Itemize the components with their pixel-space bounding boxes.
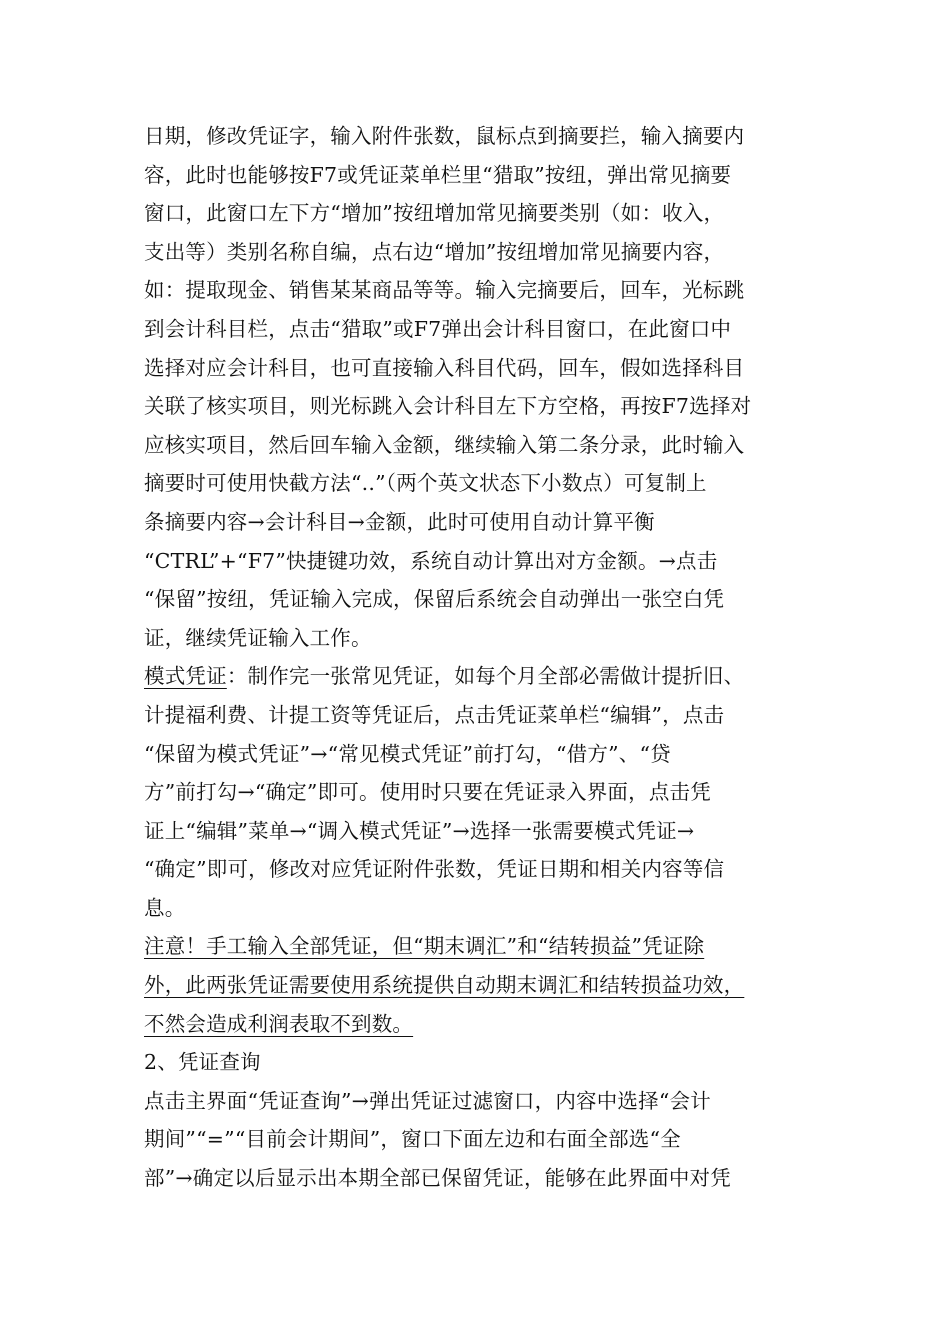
paragraph-line: 方”前打勾→“确定”即可。使用时只要在凭证录入界面，点击凭 [144, 780, 711, 805]
paragraph-line: 窗口，此窗口左下方“增加”按纽增加常见摘要类别（如：收入， [144, 201, 725, 226]
template-voucher-label: 模式凭证 [144, 664, 227, 689]
paragraph-line: 选择对应会计科目，也可直接输入科目代码，回车，假如选择科目 [144, 355, 745, 380]
section-heading: 2、凭证查询 [144, 1050, 261, 1075]
paragraph-line: “确定”即可，修改对应凭证附件张数，凭证日期和相关内容等信 [144, 857, 725, 882]
paragraph-line: “保留”按纽，凭证输入完成，保留后系统会自动弹出一张空白凭 [144, 587, 725, 612]
paragraph-line: 应核实项目，然后回车输入金额，继续输入第二条分录，此时输入 [144, 432, 745, 457]
document-body [144, 117, 804, 1198]
notice-text: 注意！手工输入全部凭证，但“期末调汇”和“结转损益”凭证除 [144, 934, 705, 959]
paragraph-line: “CTRL”+“F7”快捷键功效，系统自动计算出对方金额。→点击 [144, 548, 718, 573]
notice-line [144, 966, 804, 1005]
paragraph-line: 息。 [144, 895, 186, 920]
paragraph-line: “保留为模式凭证”→“常见模式凭证”前打勾，“借方”、“贷 [144, 741, 671, 766]
paragraph-line: 日期，修改凭证字，输入附件张数，鼠标点到摘要拦，输入摘要内 [144, 124, 745, 148]
template-voucher-line [144, 657, 804, 696]
paragraph-line: 条摘要内容→会计科目→金额，此时可使用自动计算平衡 [144, 509, 655, 534]
notice-line [144, 927, 804, 966]
paragraph-line: 证上“编辑”菜单→“调入模式凭证”→选择一张需要模式凭证→ [144, 818, 695, 843]
paragraph-line: 计提福利费、计提工资等凭证后，点击凭证菜单栏“编辑”，点击 [144, 702, 725, 727]
paragraph-line: 到会计科目栏，点击“猎取”或F7弹出会计科目窗口，在此窗口中 [144, 316, 732, 341]
paragraph-line: 期间”“=”“目前会计期间”，窗口下面左边和右面全部选“全 [144, 1127, 681, 1152]
paragraph-line: 部”→确定以后显示出本期全部已保留凭证，能够在此界面中对凭 [144, 1166, 731, 1191]
paragraph-line: 摘要时可使用快截方法“..”（两个英文状态下小数点）可复制上 [144, 471, 707, 496]
notice-line [144, 1005, 804, 1044]
notice-text: 不然会造成利润表取不到数。 [144, 1011, 414, 1036]
paragraph-line: 容，此时也能够按F7或凭证菜单栏里“猎取”按纽，弹出常见摘要 [144, 162, 732, 187]
paragraph-line: 支出等）类别名称自编，点右边“增加”按纽增加常见摘要内容， [144, 239, 725, 264]
paragraph-line: 如：提取现金、销售某某商品等等。输入完摘要后，回车，光标跳 [144, 278, 745, 303]
paragraph-line: 证，继续凭证输入工作。 [144, 625, 372, 650]
template-voucher-text: ：制作完一张常见凭证，如每个月全部必需做计提折旧、 [226, 664, 745, 689]
paragraph-line: 点击主界面“凭证查询”→弹出凭证过滤窗口，内容中选择“会计 [144, 1088, 711, 1113]
paragraph-line: 关联了核实项目，则光标跳入会计科目左下方空格，再按F7选择对 [144, 394, 752, 419]
notice-text: 外，此两张凭证需要使用系统提供自动期末调汇和结转损益功效， [144, 973, 745, 998]
